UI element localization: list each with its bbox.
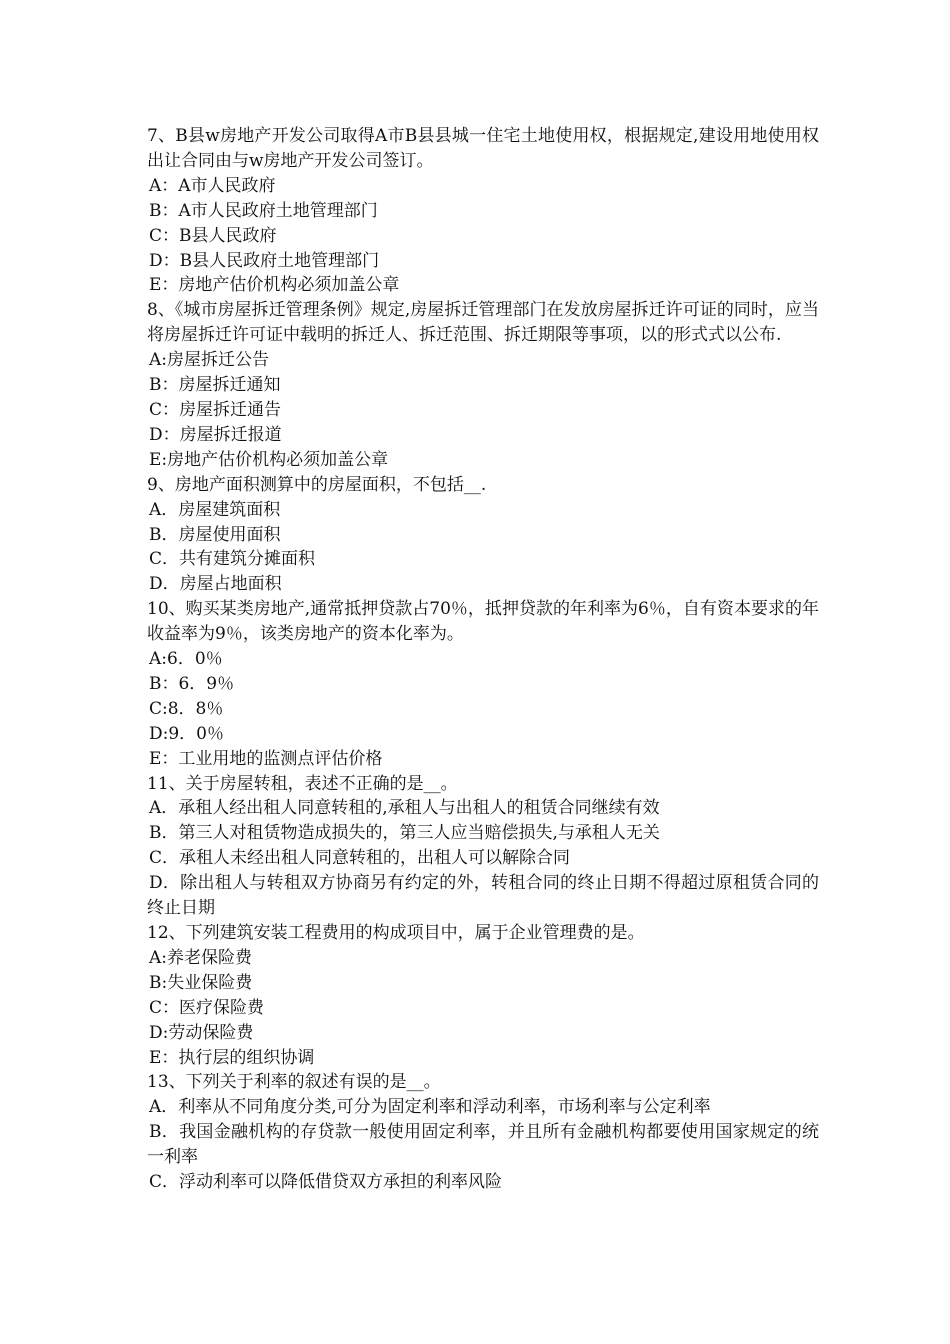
question-12 [147,921,819,1070]
page-content [147,124,819,1195]
option-d: D：房屋拆迁报道 [149,424,282,445]
option-a: A:房屋拆迁公告 [149,350,270,371]
option-a: A．利率从不同角度分类,可分为固定利率和浮动利率，市场利率与公定利率 [149,1097,711,1118]
option-b: B：6．9％ [149,673,235,694]
question-stem: 10、购买某类房地产,通常抵押贷款占70％，抵押贷款的年利率为6％，自有资本要求的年收益率为9％，该类房地产的资本化率为。 [147,599,819,645]
option-a: A:养老保险费 [149,947,253,968]
option-a: A．承租人经出租人同意转租的,承租人与出租人的租赁合同继续有效 [149,798,660,819]
option-d: D:9．0％ [149,723,224,744]
option-e: E：执行层的组织协调 [149,1047,315,1068]
option-d: D:劳动保险费 [149,1022,254,1043]
option-e: E:房地产估价机构必须加盖公章 [149,449,389,470]
option-a: A:6．0％ [149,649,223,670]
option-a: A：A市人民政府 [149,175,276,196]
option-a: A．房屋建筑面积 [149,499,281,520]
question-stem: 13、下列关于利率的叙述有误的是__。 [147,1072,441,1093]
option-c: C：医疗保险费 [149,997,265,1018]
option-b: B．第三人对租赁物造成损失的，第三人应当赔偿损失,与承租人无关 [149,823,660,844]
option-d: D．房屋占地面积 [149,574,282,595]
question-stem: 12、下列建筑安装工程费用的构成项目中，属于企业管理费的是。 [147,923,645,943]
option-b: B:失业保险费 [149,972,253,993]
option-c: C．共有建筑分摊面积 [149,549,316,570]
option-b: B．我国金融机构的存贷款一般使用固定利率，并且所有金融机构都要使用国家规定的统一利率 [147,1122,819,1168]
question-9 [147,473,819,598]
option-c: C：房屋拆迁通告 [149,399,282,420]
option-b: B．房屋使用面积 [149,524,281,545]
question-13 [147,1070,819,1195]
question-stem: 8、《城市房屋拆迁管理条例》规定,房屋拆迁管理部门在发放房屋拆迁许可证的同时，应当将房屋拆迁许可证中载明的拆迁人、拆迁范围、拆迁期限等事项，以的形式式以公布. [147,300,819,346]
question-8 [147,298,819,472]
question-stem: 7、B县w房地产开发公司取得A市B县县城一住宅土地使用权，根据规定,建设用地使用权出让合同由与w房地产开发公司签订。 [147,126,819,171]
question-7 [147,124,819,298]
option-d: D：B县人民政府土地管理部门 [149,250,380,271]
option-d: D．除出租人与转租双方协商另有约定的外，转租合同的终止日期不得超过原租赁合同的终止日期 [147,873,819,919]
option-e: E：房地产估价机构必须加盖公章 [149,275,400,296]
option-b: B：A市人民政府土地管理部门 [149,200,378,221]
option-c: C:8．8％ [149,698,224,719]
option-b: B：房屋拆迁通知 [149,375,281,396]
option-c: C．浮动利率可以降低借贷双方承担的利率风险 [149,1172,503,1193]
option-c: C：B县人民政府 [149,225,277,246]
question-stem: 9、房地产面积测算中的房屋面积，不包括__. [147,474,487,495]
option-e: E：工业用地的监测点评估价格 [149,748,383,769]
question-stem: 11、关于房屋转租，表述不正确的是__。 [147,773,458,794]
question-10 [147,597,819,771]
question-11 [147,772,819,921]
option-c: C．承租人未经出租人同意转租的，出租人可以解除合同 [149,848,571,869]
